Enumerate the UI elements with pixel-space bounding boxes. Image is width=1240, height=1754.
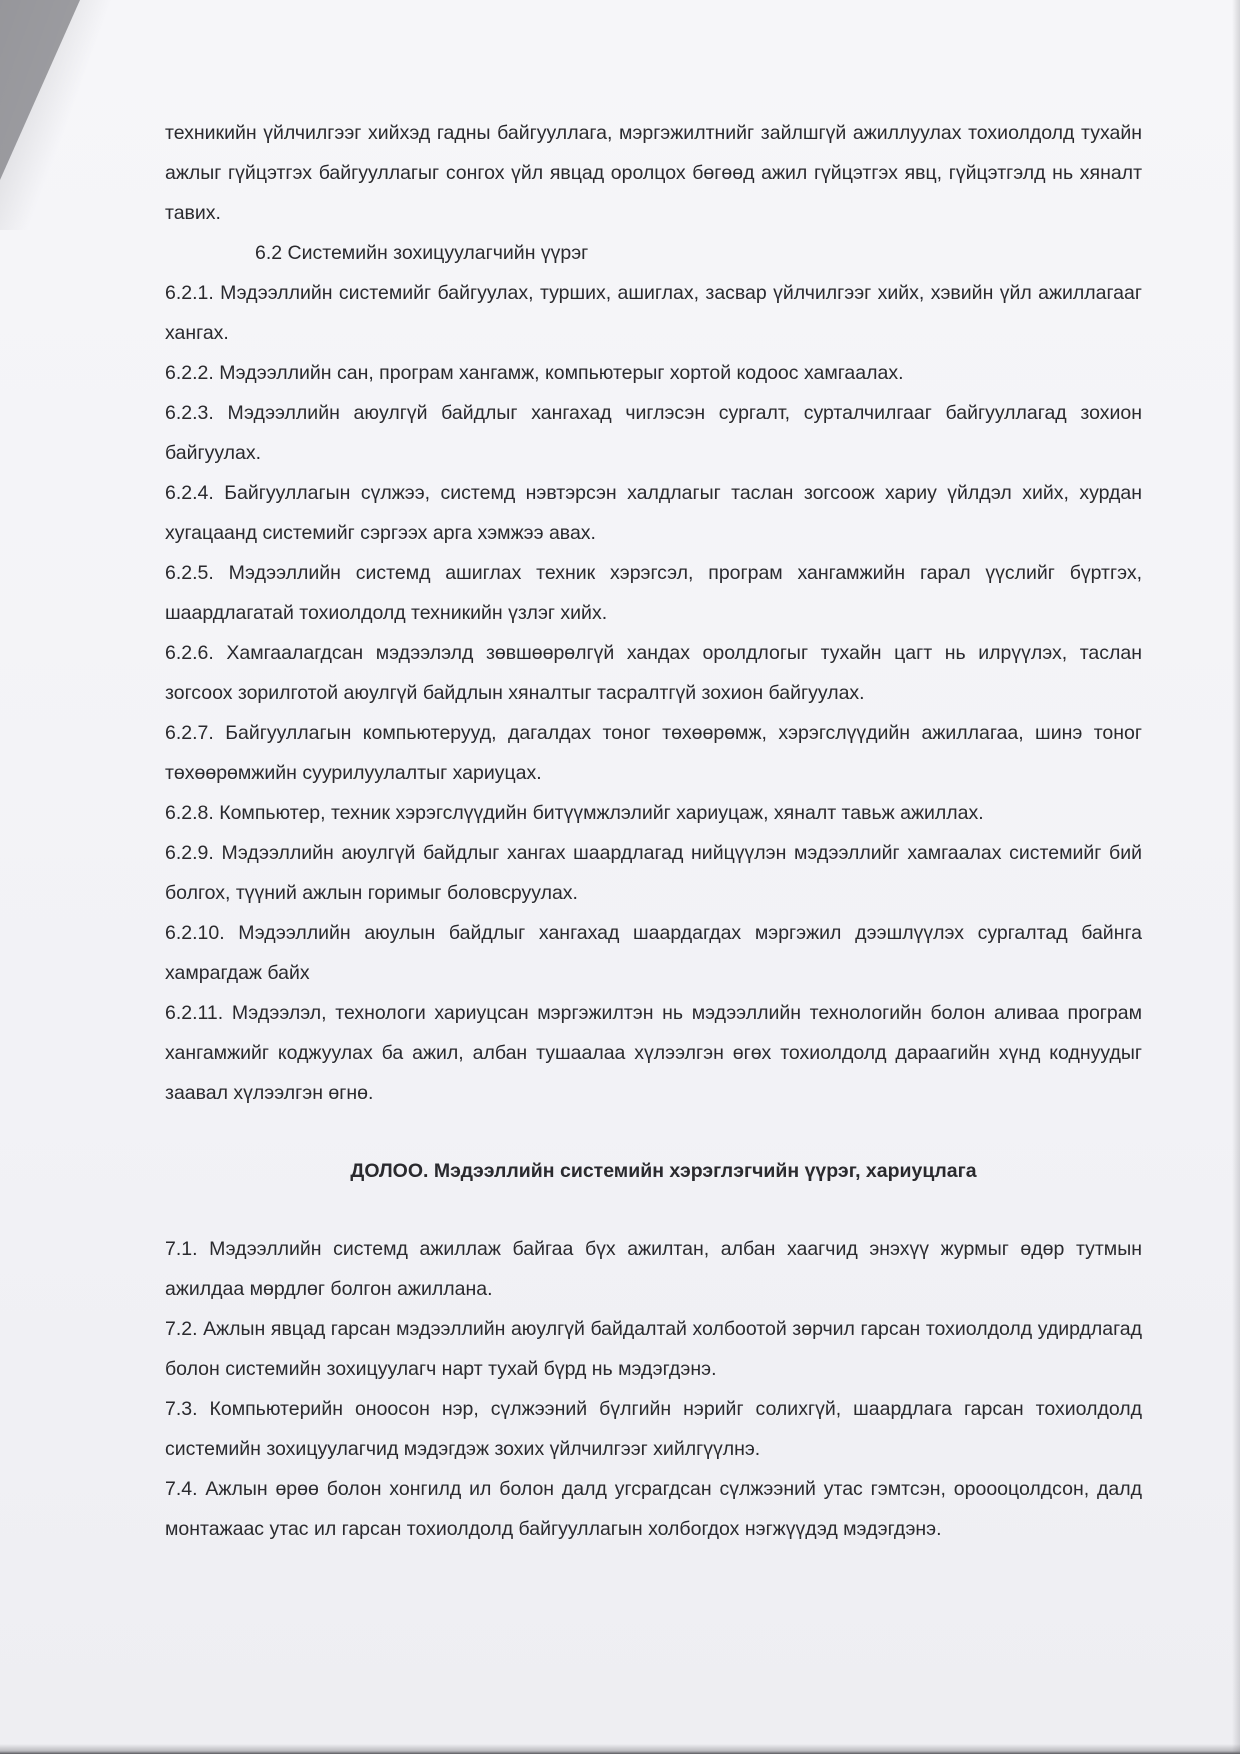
item-7-1: 7.1. Мэдээллийн системд ажиллаж байгаа бүх ажилтан, албан хаагчид энэхүү журмыг өдөр тутмын ажилдаа мөрдлөг болгон ажиллана. — [165, 1238, 1142, 1300]
item-7-4: 7.4. Ажлын өрөө болон хонгилд ил болон далд угсрагдсан сүлжээний утас гэмтсэн, ороооцолдсон, далд монтажаас утас ил гарсан тохиолдолд байгууллагын холбогдох нэгжүүдэд мэдэгдэнэ. — [165, 1478, 1142, 1540]
spacer — [165, 1191, 1142, 1229]
page-right-edge — [1232, 0, 1240, 1754]
intro-paragraph: техникийн үйлчилгээг хийхэд гадны байгууллага, мэргэжилтнийг зайлшгүй ажиллуулах тохиолдолд тухайн ажлыг гүйцэтгэх байгууллагыг сонгох үйл явцад оролцох бөгөөд ажил гүйцэтгэх явц, гүйцэтгэлд нь хяналт тавих. — [165, 122, 1142, 224]
item-6-2-6: 6.2.6. Хамгаалагдсан мэдээлэлд зөвшөөрөлгүй хандах оролдлогыг тухайн цагт нь илрүүлэх, таслан зогсоох зорилготой аюулгүй байдлын хяналтыг тасралтгүй зохион байгуулах. — [165, 642, 1142, 704]
item-6-2-8: 6.2.8. Компьютер, техник хэрэгслүүдийн битүүмжлэлийг хариуцаж, хяналт тавьж ажиллах. — [165, 802, 984, 824]
item-6-2-4: 6.2.4. Байгууллагын сүлжээ, системд нэвтэрсэн халдлагыг таслан зогсоож хариу үйлдэл хийх, хурдан хугацаанд системийг сэргээх арга хэмжээ авах. — [165, 482, 1142, 544]
item-7-2: 7.2. Ажлын явцад гарсан мэдээллийн аюулгүй байдалтай холбоотой зөрчил гарсан тохиолдолд удирдлагад болон системийн зохицуулагч нарт тухай бүрд нь мэдэгдэнэ. — [165, 1318, 1142, 1380]
section-6-2-title: 6.2 Системийн зохицуулагчийн үүрэг — [255, 242, 589, 264]
item-6-2-7: 6.2.7. Байгууллагын компьютерууд, дагалдах тоног төхөөрөмж, хэрэгслүүдийн ажиллагаа, шинэ тоног төхөөрөмжийн суурилуулалтыг хариуцах. — [165, 722, 1142, 784]
page-bottom-edge — [0, 1744, 1240, 1754]
spacer — [165, 1113, 1142, 1151]
item-6-2-10: 6.2.10. Мэдээллийн аюулын байдлыг хангахад шаардагдах мэргэжил дээшлүүлэх сургалтад байнга хамрагдаж байх — [165, 922, 1142, 984]
item-7-3: 7.3. Компьютерийн оноосон нэр, сүлжээний бүлгийн нэрийг солихгүй, шаардлага гарсан тохиолдолд системийн зохицуулагчид мэдэгдэж зохих үйлчилгээг хийлгүүлнэ. — [165, 1398, 1142, 1460]
item-6-2-9: 6.2.9. Мэдээллийн аюулгүй байдлыг хангах шаардлагад нийцүүлэн мэдээллийг хамгаалах системийг бий болгох, түүний ажлын горимыг боловсруулах. — [165, 842, 1142, 904]
item-6-2-5: 6.2.5. Мэдээллийн системд ашиглах техник хэрэгсэл, програм хангамжийн гарал үүслийг бүртгэх, шаардлагатай тохиолдолд техникийн үзлэг хийх. — [165, 562, 1142, 624]
section-7-heading: ДОЛОО. Мэдээллийн системийн хэрэглэгчийн үүрэг, хариуцлага — [350, 1160, 977, 1182]
document-body — [165, 113, 1142, 1549]
item-6-2-3: 6.2.3. Мэдээллийн аюулгүй байдлыг хангахад чиглэсэн сургалт, сурталчилгааг байгууллагад зохион байгуулах. — [165, 402, 1142, 464]
item-6-2-2: 6.2.2. Мэдээллийн сан, програм хангамж, компьютерыг хортой кодоос хамгаалах. — [165, 362, 904, 384]
item-6-2-11: 6.2.11. Мэдээлэл, технологи хариуцсан мэргэжилтэн нь мэдээллийн технологийн болон аливаа програм хангамжийг коджуулах ба ажил, албан тушаалаа хүлээлгэн өгөх тохиолдолд дараагийн хүнд коднуудыг заавал хүлээлгэн өгнө. — [165, 1002, 1142, 1104]
item-6-2-1: 6.2.1. Мэдээллийн системийг байгуулах, турших, ашиглах, засвар үйлчилгээг хийх, хэвийн үйл ажиллагааг хангах. — [165, 282, 1142, 344]
folded-corner — [0, 0, 80, 180]
